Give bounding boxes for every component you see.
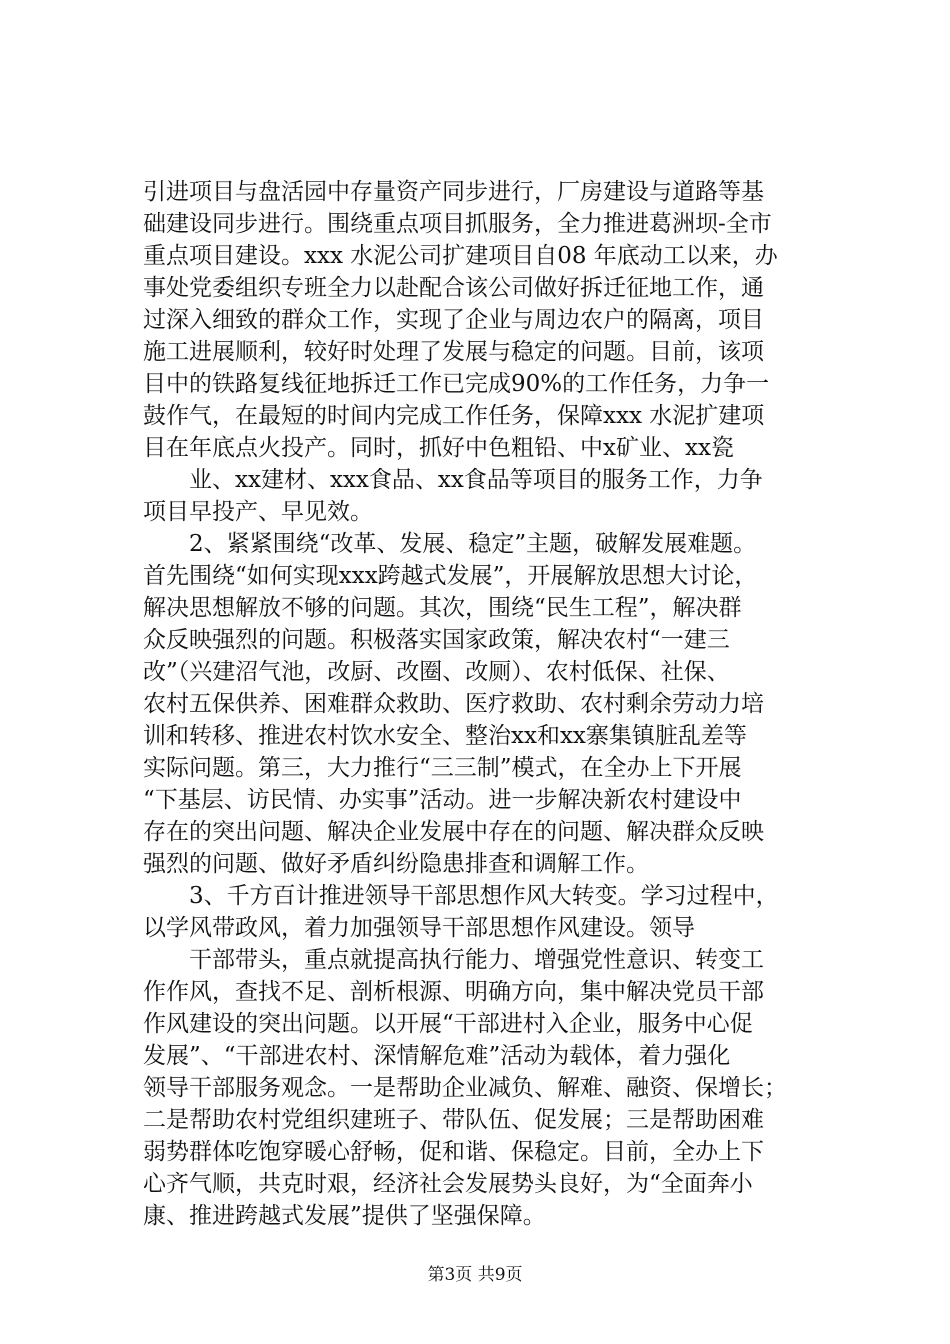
body-text (143, 176, 843, 1232)
text-line: 干部带头，重点就提高执行能力、增强党性意识、转变工 (189, 947, 764, 973)
text-line: 础建设同步进行。围绕重点项目抓服务，全力推进葛洲坝-全市 (143, 211, 772, 237)
text-line: 改”（兴建沼气池，改厨、改圈、改厕）、农村低保、社保、 (143, 659, 730, 685)
text-line: 二是帮助农村党组织建班子、带队伍、促发展；三是帮助困难 (143, 1107, 764, 1133)
text-line: 项目早投产、早见效。 (143, 499, 373, 525)
text-line: 弱势群体吃饱穿暖心舒畅，促和谐、保稳定。目前，全办上下 (143, 1139, 764, 1165)
text-line: 心齐气顺，共克时艰，经济社会发展势头良好，为“全面奔小 (143, 1171, 753, 1197)
text-line: 目中的铁路复线征地拆迁工作已完成90%的工作任务，力争一 (143, 371, 770, 397)
text-line: 施工进展顺利，较好时处理了发展与稳定的问题。目前，该项 (143, 339, 764, 365)
text-line: 存在的突出问题、解决企业发展中存在的问题、解决群众反映 (143, 819, 764, 845)
text-line: 以学风带政风，着力加强领导干部思想作风建设。领导 (143, 915, 695, 941)
text-line: 事处党委组织专班全力以赴配合该公司做好拆迁征地工作，通 (143, 275, 764, 301)
text-line: 首先围绕“如何实现xxx跨越式发展”，开展解放思想大讨论， (143, 563, 758, 589)
text-line: 强烈的问题、做好矛盾纠纷隐患排查和调解工作。 (143, 851, 649, 877)
text-line: “下基层、访民情、办实事”活动。进一步解决新农村建设中 (143, 787, 742, 813)
text-line: 重点项目建设。xxx 水泥公司扩建项目自08 年底动工以来，办 (143, 243, 778, 269)
text-line: 众反映强烈的问题。积极落实国家政策，解决农村“一建三 (143, 627, 730, 653)
text-line: 作风建设的突出问题。以开展“干部进村入企业，服务中心促 (143, 1011, 753, 1037)
text-line: 作作风，查找不足、剖析根源、明确方向，集中解决党员干部 (143, 979, 764, 1005)
text-line: 训和转移、推进农村饮水安全、整治xx和xx寨集镇脏乱差等 (143, 723, 747, 749)
text-line: 过深入细致的群众工作，实现了企业与周边农户的隔离，项目 (143, 307, 764, 333)
text-line: 康、推进跨越式发展”提供了坚强保障。 (143, 1203, 546, 1229)
text-line: 农村五保供养、困难群众救助、医疗救助、农村剩余劳动力培 (143, 691, 764, 717)
text-line: 领导干部服务观念。一是帮助企业减负、解难、融资、保增长； (143, 1075, 787, 1101)
text-line: 2、紧紧围绕“改革、发展、稳定”主题，破解发展难题。 (189, 531, 757, 557)
text-line: 业、xx建材、xxx食品、xx食品等项目的服务工作，力争 (189, 467, 763, 493)
text-line: 3、千方百计推进领导干部思想作风大转变。学习过程中， (189, 883, 779, 909)
text-line: 发展”、“干部进农村、深情解危难”活动为载体，着力强化 (143, 1043, 731, 1069)
text-line: 目在年底点火投产。同时，抓好中色粗铅、中x矿业、xx瓷 (143, 435, 734, 461)
text-line: 引进项目与盘活园中存量资产同步进行，厂房建设与道路等基 (143, 179, 764, 205)
text-line: 鼓作气，在最短的时间内完成工作任务，保障xxx 水泥扩建项 (143, 403, 765, 429)
page-footer: 第3页 共9页 (427, 1265, 523, 1285)
text-line: 实际问题。第三，大力推行“三三制”模式，在全办上下开展 (143, 755, 742, 781)
text-line: 解决思想解放不够的问题。其次，围绕“民生工程”，解决群 (143, 595, 742, 621)
